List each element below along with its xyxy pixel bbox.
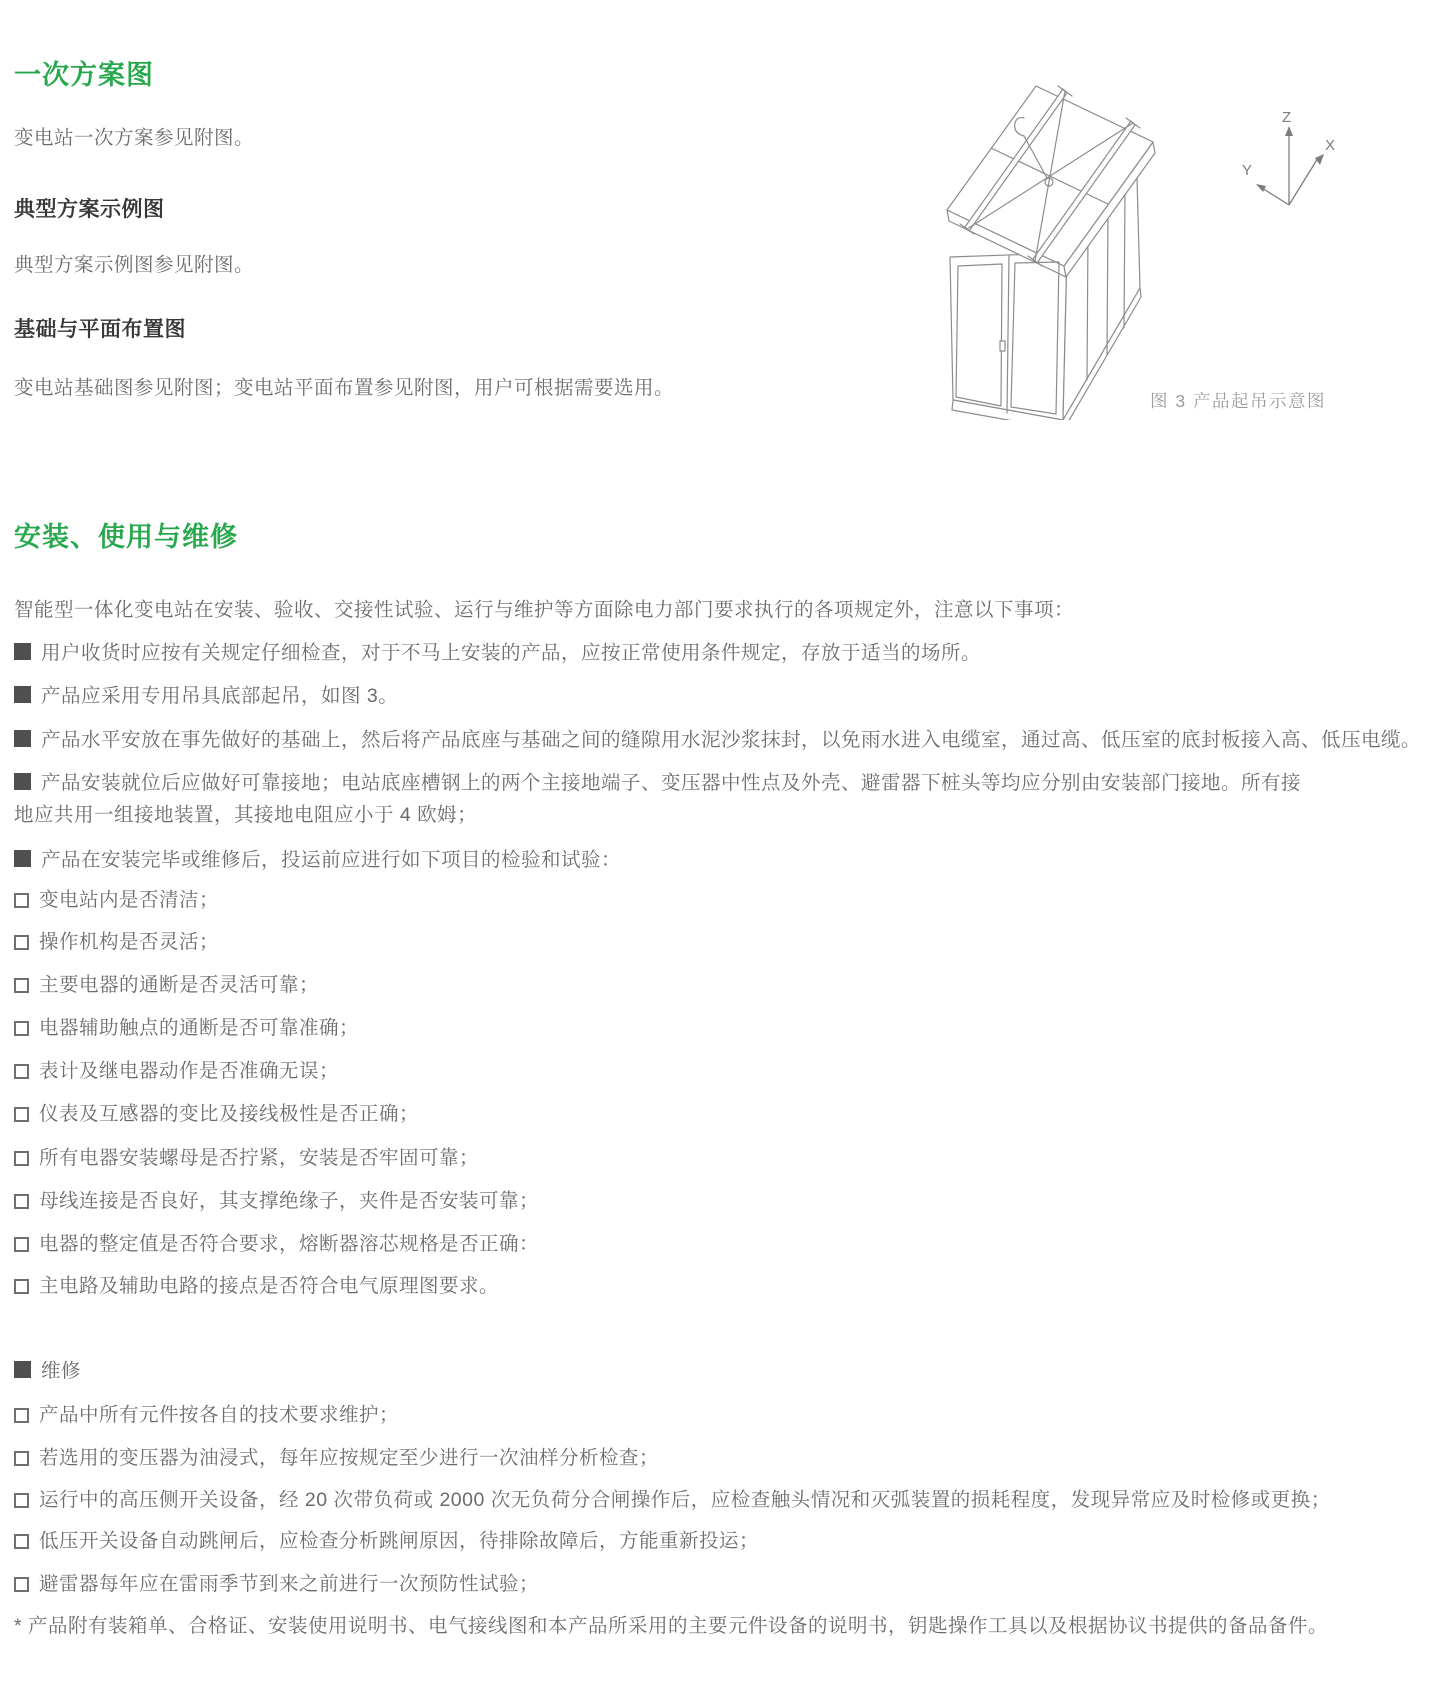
maintenance-item	[14, 1442, 1450, 1474]
square-bullet-icon	[14, 1361, 31, 1378]
checklist-item-text: 主电路及辅助电路的接点是否符合电气原理图要求。	[39, 1275, 500, 1297]
list-item-text: 产品在安装完毕或维修后，投运前应进行如下项目的检验和试验：	[41, 849, 622, 871]
checklist-item-text: 电器的整定值是否符合要求，熔断器溶芯规格是否正确：	[39, 1233, 540, 1255]
axis-z-label: Z	[1282, 109, 1292, 126]
maintenance-item-text: 避雷器每年应在雷雨季节到来之前进行一次预防性试验；	[39, 1573, 540, 1595]
square-bullet-icon	[14, 643, 31, 660]
checklist-item-text: 母线连接是否良好，其支撑绝缘子，夹件是否安装可靠；	[39, 1190, 540, 1212]
axis-triad-icon	[1232, 98, 1342, 218]
checklist-item	[14, 884, 1450, 916]
axis-y-label: Y	[1242, 162, 1253, 179]
checkbox-icon	[14, 1107, 29, 1122]
maintenance-item-text: 低压开关设备自动跳闸后，应检查分析跳闸原因，待排除故障后，方能重新投运；	[39, 1530, 760, 1552]
section-title-foundation-layout: 基础与平面布置图	[14, 318, 186, 341]
square-bullet-icon	[14, 773, 31, 790]
checkbox-icon	[14, 1493, 29, 1508]
axis-x-arrowhead	[1315, 154, 1324, 165]
checklist-item-text: 仪表及互感器的变比及接线极性是否正确；	[39, 1103, 420, 1125]
maintenance-heading	[14, 1355, 1450, 1387]
axis-y-line	[1262, 188, 1289, 205]
checkbox-icon	[14, 1151, 29, 1166]
checkbox-icon	[14, 1021, 29, 1036]
checklist-item-text: 主要电器的通断是否灵活可靠；	[39, 974, 320, 996]
checkbox-icon	[14, 1279, 29, 1294]
axis-z-arrowhead	[1285, 126, 1293, 136]
list-item-text: 产品应采用专用吊具底部起吊，如图 3。	[41, 685, 399, 707]
checkbox-icon	[14, 1577, 29, 1592]
checklist-item-text: 操作机构是否灵活；	[39, 931, 220, 953]
footnote: * 产品附有装箱单、合格证、安装使用说明书、电气接线图和本产品所采用的主要元件设备的说明书，钥匙操作工具以及根据协议书提供的备品备件。	[14, 1615, 1329, 1637]
checklist-item-text: 电器辅助触点的通断是否可靠准确；	[39, 1017, 360, 1039]
checkbox-icon	[14, 935, 29, 950]
figure-caption: 图 3 产品起吊示意图	[1150, 391, 1326, 411]
axis-x-label: X	[1325, 137, 1336, 154]
maintenance-item	[14, 1399, 1450, 1431]
checklist-item	[14, 969, 1450, 1001]
checklist-item	[14, 1142, 1450, 1174]
checklist-item	[14, 1228, 1450, 1260]
checklist-item	[14, 1098, 1450, 1130]
primary-scheme-body: 变电站一次方案参见附图。	[14, 127, 255, 149]
checklist-item-text: 变电站内是否清洁；	[39, 889, 220, 911]
checkbox-icon	[14, 1064, 29, 1079]
foundation-layout-body: 变电站基础图参见附图；变电站平面布置参见附图，用户可根据需要选用。	[14, 377, 675, 399]
maintenance-item-text: 产品中所有元件按各自的技术要求维护；	[39, 1404, 400, 1426]
checklist-item	[14, 1012, 1450, 1044]
checkbox-icon	[14, 1194, 29, 1209]
checkbox-icon	[14, 1408, 29, 1423]
list-item	[14, 844, 1450, 876]
maintenance-item-text: 若选用的变压器为油浸式，每年应按规定至少进行一次油样分析检查；	[39, 1447, 660, 1469]
checklist-item	[14, 1055, 1450, 1087]
section-title-installation: 安装、使用与维修	[14, 522, 238, 552]
section-title-primary-scheme: 一次方案图	[14, 60, 154, 90]
list-item	[14, 637, 1450, 669]
door-handle	[1000, 341, 1005, 351]
square-bullet-icon	[14, 730, 31, 747]
maintenance-item	[14, 1484, 1450, 1516]
list-item	[14, 680, 1450, 712]
list-item	[14, 724, 1450, 756]
checkbox-icon	[14, 1451, 29, 1466]
checklist-item	[14, 926, 1450, 958]
typical-scheme-body: 典型方案示例图参见附图。	[14, 254, 255, 276]
checklist-item-text: 表计及继电器动作是否准确无误；	[39, 1060, 340, 1082]
checkbox-icon	[14, 893, 29, 908]
checklist-item	[14, 1270, 1450, 1302]
list-item-text: 产品安装就位后应做好可靠接地；电站底座槽钢上的两个主接地端子、变压器中性点及外壳、避雷器下桩头等均应分别由安装部门接地。所有接地应共用一组接地装置，其接地电阻应小于 4 欧姆；	[14, 772, 1302, 826]
maintenance-item	[14, 1568, 1450, 1600]
list-item	[14, 767, 1314, 831]
checkbox-icon	[14, 1534, 29, 1549]
checklist-item-text: 所有电器安装螺母是否拧紧，安装是否牢固可靠；	[39, 1147, 480, 1169]
checkbox-icon	[14, 1237, 29, 1252]
checkbox-icon	[14, 978, 29, 993]
installation-intro: 智能型一体化变电站在安装、验收、交接性试验、运行与维护等方面除电力部门要求执行的各项规定外，注意以下事项：	[14, 599, 1075, 621]
maintenance-heading-text: 维修	[41, 1360, 82, 1382]
axis-y-arrowhead	[1256, 184, 1266, 192]
maintenance-item	[14, 1525, 1450, 1557]
square-bullet-icon	[14, 686, 31, 703]
maintenance-item-text: 运行中的高压侧开关设备，经 20 次带负荷或 2000 次无负荷分合闸操作后，应检查触头情况和灭弧装置的损耗程度，发现异常应及时检修或更换；	[39, 1489, 1331, 1511]
list-item-text: 产品水平安放在事先做好的基础上，然后将产品底座与基础之间的缝隙用水泥沙浆抹封，以免雨水进入电缆室，通过高、低压室的底封板接入高、低压电缆。	[41, 729, 1422, 751]
axis-x-line	[1289, 158, 1318, 205]
checklist-item	[14, 1185, 1450, 1217]
section-title-typical-scheme: 典型方案示例图	[14, 198, 165, 221]
list-item-text: 用户收货时应按有关规定仔细检查，对于不马上安装的产品，应按正常使用条件规定，存放于适当的场所。	[41, 642, 982, 664]
square-bullet-icon	[14, 850, 31, 867]
